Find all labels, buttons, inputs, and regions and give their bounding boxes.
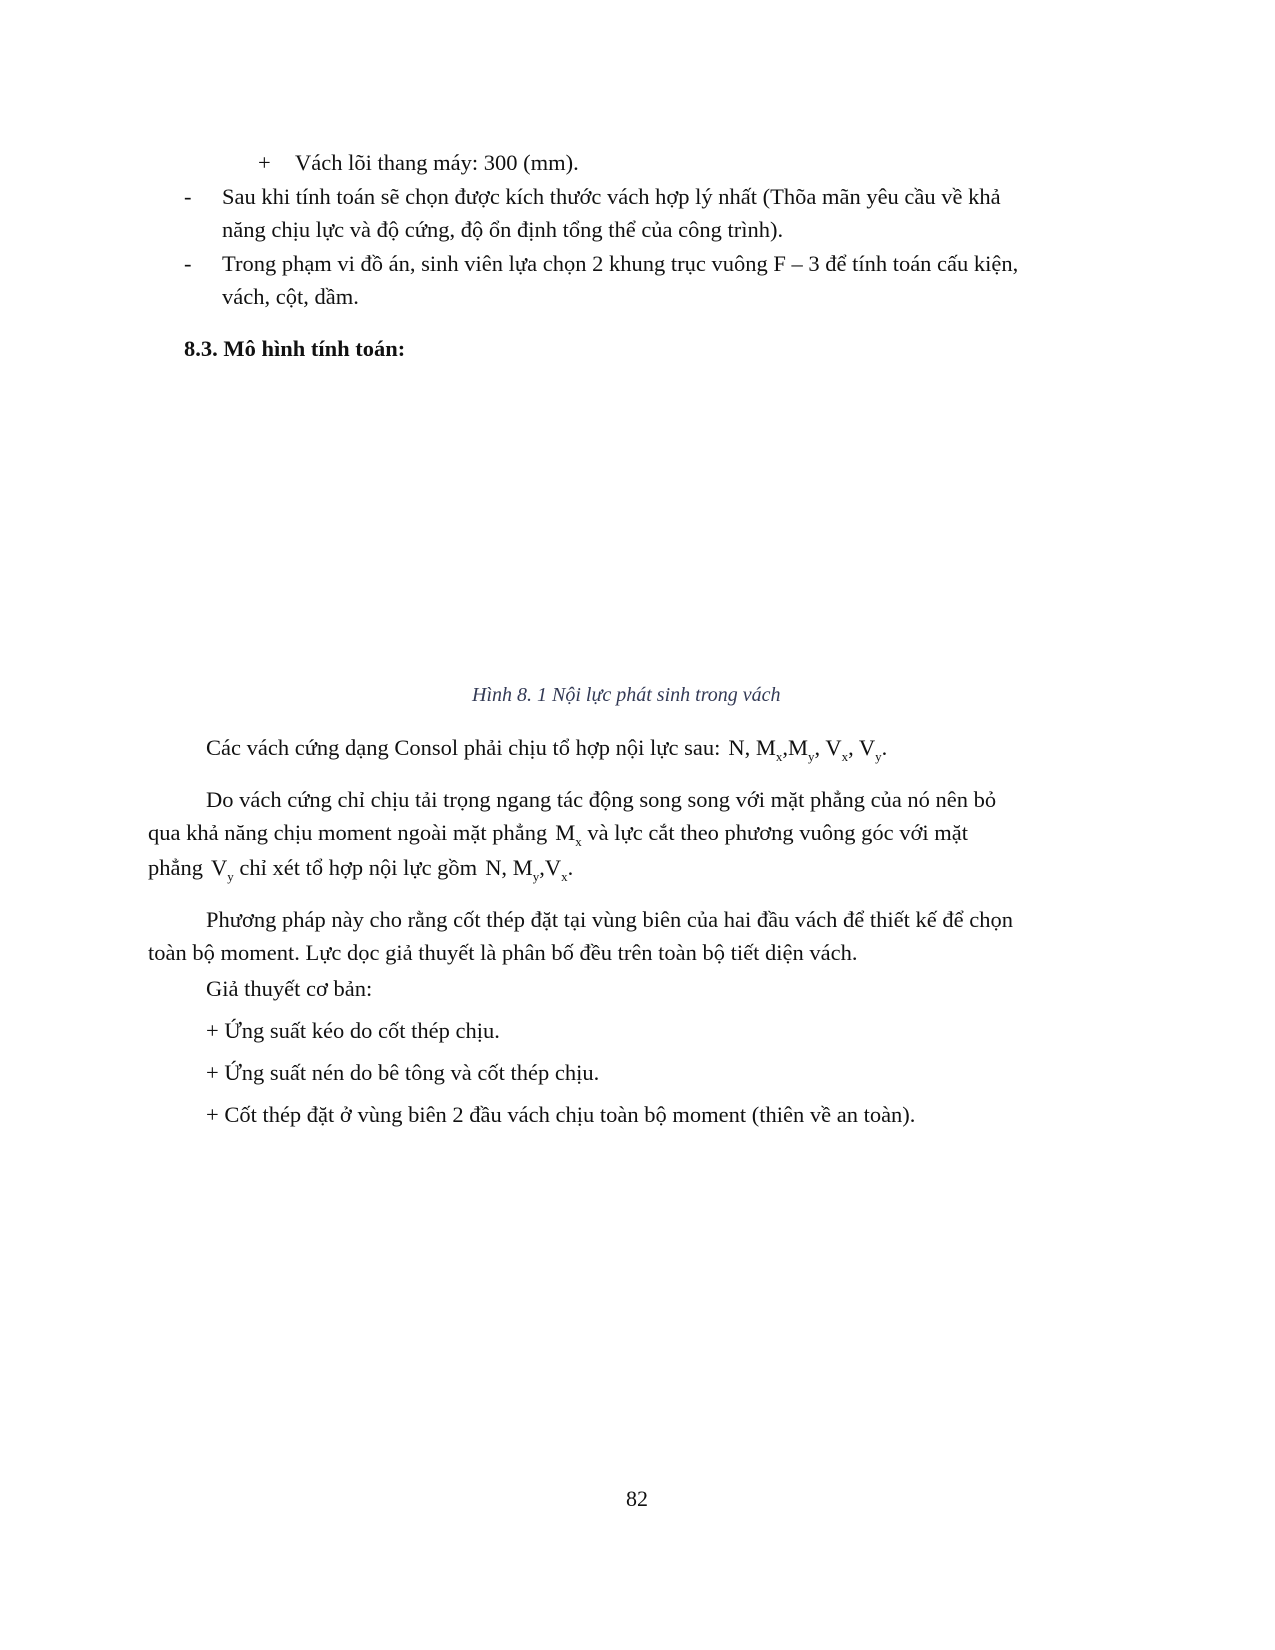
paragraph-text: Các vách cứng dạng Consol phải chịu tổ hợp nội lực sau:	[206, 735, 721, 760]
subscript-y: y	[807, 749, 815, 764]
subscript-y: y	[227, 869, 234, 884]
page-number: 82	[626, 1486, 648, 1511]
text: qua khả năng chịu moment ngoài mặt phẳng	[148, 820, 548, 845]
text: chỉ xét tổ hợp nội lực gồm	[239, 855, 478, 880]
paragraph-lateral-load-line2	[148, 818, 968, 848]
paragraph-method-line1: Phương pháp này cho rằng cốt thép đặt tại vùng biên của hai đầu vách để thiết kế để chọn	[206, 907, 1013, 932]
subscript-y: y	[532, 869, 540, 884]
plus-bullet-marker: +	[258, 150, 271, 175]
subscript-x: x	[841, 749, 849, 764]
symbol-m: M	[787, 735, 808, 760]
assumption-item-compression: + Ứng suất nén do bê tông và cốt thép chịu.	[206, 1060, 600, 1085]
figure-caption: Hình 8. 1 Nội lực phát sinh trong vách	[472, 684, 781, 706]
bullet-item-wall-size-line1: Sau khi tính toán sẽ chọn được kích thước vách hợp lý nhất (Thõa mãn yêu cầu về khả	[222, 184, 1001, 209]
symbol-v: V	[858, 735, 876, 760]
subscript-x: x	[561, 869, 568, 884]
bullet-item-frame-scope-line2: vách, cột, dầm.	[222, 284, 359, 309]
section-heading: 8.3. Mô hình tính toán:	[184, 336, 406, 361]
formula-forces	[728, 735, 888, 764]
paragraph-method-line2: toàn bộ moment. Lực dọc giả thuyết là phân bố đều trên toàn bộ tiết diện vách.	[148, 940, 858, 965]
bullet-item-frame-scope-line1: Trong phạm vi đồ án, sinh viên lựa chọn 2 khung trục vuông F – 3 để tính toán cấu kiện,	[222, 251, 1019, 276]
symbol-v: V	[211, 855, 228, 880]
comma: ,	[848, 735, 859, 760]
symbol-m: M	[555, 820, 576, 845]
symbol-v: V	[825, 735, 842, 760]
paragraph-internal-forces	[206, 733, 887, 763]
subscript-x: x	[775, 749, 783, 764]
paragraph-lateral-load-line3	[148, 853, 573, 883]
formula-mx	[555, 820, 582, 849]
comma: ,	[782, 735, 788, 760]
bullet-item-elevator-wall: Vách lõi thang máy: 300 (mm).	[295, 150, 579, 175]
dash-bullet-marker: -	[184, 251, 192, 276]
bullet-item-wall-size-line2: năng chịu lực và độ cứng, độ ổn định tổng thể của công trình).	[222, 217, 784, 242]
symbol-v: V	[544, 855, 562, 880]
dash-bullet-marker: -	[184, 184, 192, 209]
comma: ,	[814, 735, 826, 760]
comma: ,	[539, 855, 545, 880]
symbol-n: N,	[728, 735, 751, 760]
text: và lực cắt theo phương vuông góc với mặt	[587, 820, 969, 845]
period: .	[881, 735, 888, 760]
assumptions-title: Giả thuyết cơ bản:	[206, 976, 373, 1001]
symbol-n: N,	[485, 855, 508, 880]
subscript-y: y	[875, 749, 882, 764]
subscript-x: x	[575, 834, 582, 849]
formula-vy	[211, 855, 234, 884]
assumption-item-tension: + Ứng suất kéo do cốt thép chịu.	[206, 1018, 500, 1043]
period: .	[567, 855, 574, 880]
paragraph-lateral-load-line1: Do vách cứng chỉ chịu tải trọng ngang tác động song song với mặt phẳng của nó nên bỏ	[206, 787, 997, 812]
assumption-item-boundary-reinforcement: + Cốt thép đặt ở vùng biên 2 đầu vách chịu toàn bộ moment (thiên về an toàn).	[206, 1102, 916, 1127]
formula-combination	[485, 855, 574, 884]
symbol-m: M	[755, 735, 776, 760]
text: phẳng	[148, 855, 203, 880]
symbol-m: M	[512, 855, 533, 880]
